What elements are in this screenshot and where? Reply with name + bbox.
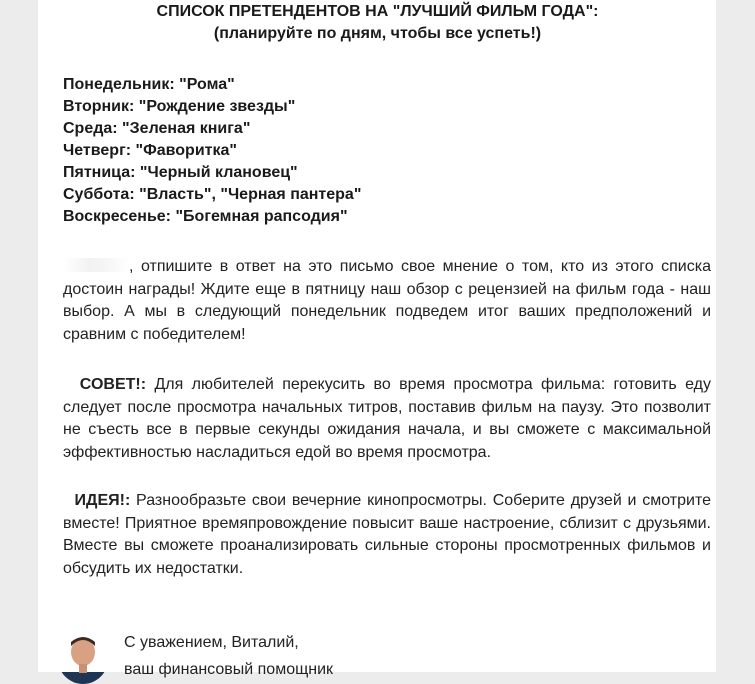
email-subtitle: (планируйте по дням, чтобы все успеть!) [213,25,542,42]
schedule-item-thursday: Четверг: "Фаворитка" [63,142,237,159]
schedule-item-saturday: Суббота: "Власть", "Черная пантера" [63,186,362,203]
advice-text: Для любителей перекусить во время просмотра фильма: готовить еду следует после просмотра начальных титров, поставив фильм на паузу. Это позволит не съесть все в первые секунды ожидания начала, и вы сможете с максимальной эффективностью насладиться едой во время просмотра. [63,376,712,461]
schedule-item-sunday: Воскресенье: "Богемная рапсодия" [63,208,348,225]
advice-paragraph [63,374,711,464]
signature-line-1: С уважением, Виталий, [124,634,299,651]
movie-schedule-list [63,74,361,228]
person-photo-icon [58,634,108,684]
feedback-paragraph [63,256,711,346]
idea-text: Разнообразьте свои вечерние кинопросмотры. Соберите друзей и смотрите вместе! Приятное времяпровождение повысит ваше настроение, сблизит с друзьями. Вместе вы сможете проанализировать сильные стороны просмотренных фильмов и обсудить их недостатки. [63,492,711,577]
signature-line-2: ваш финансовый помощник [124,661,334,678]
schedule-item-tuesday: Вторник: "Рождение звезды" [63,98,296,115]
schedule-item-friday: Пятница: "Черный клановец" [63,164,298,181]
sender-avatar [58,634,108,684]
schedule-item-monday: Понедельник: "Рома" [63,76,235,93]
redacted-name [63,258,129,272]
feedback-text: , отпишите в ответ на это письмо свое мнение о том, кто из этого списка достоин награды! Ждите еще в пятницу наш обзор с рецензией на фильм года - наш выбор. А мы в следующий понедельник подведем итог ваших предположений и сравним с победителем! [63,258,711,343]
schedule-item-wednesday: Среда: "Зеленая книга" [63,120,251,137]
advice-label: СОВЕТ!: [79,376,147,393]
idea-paragraph [63,490,711,580]
idea-label: ИДЕЯ!: [74,492,131,509]
email-title: СПИСОК ПРЕТЕНДЕНТОВ НА "ЛУЧШИЙ ФИЛЬМ ГОДА": [156,3,599,20]
